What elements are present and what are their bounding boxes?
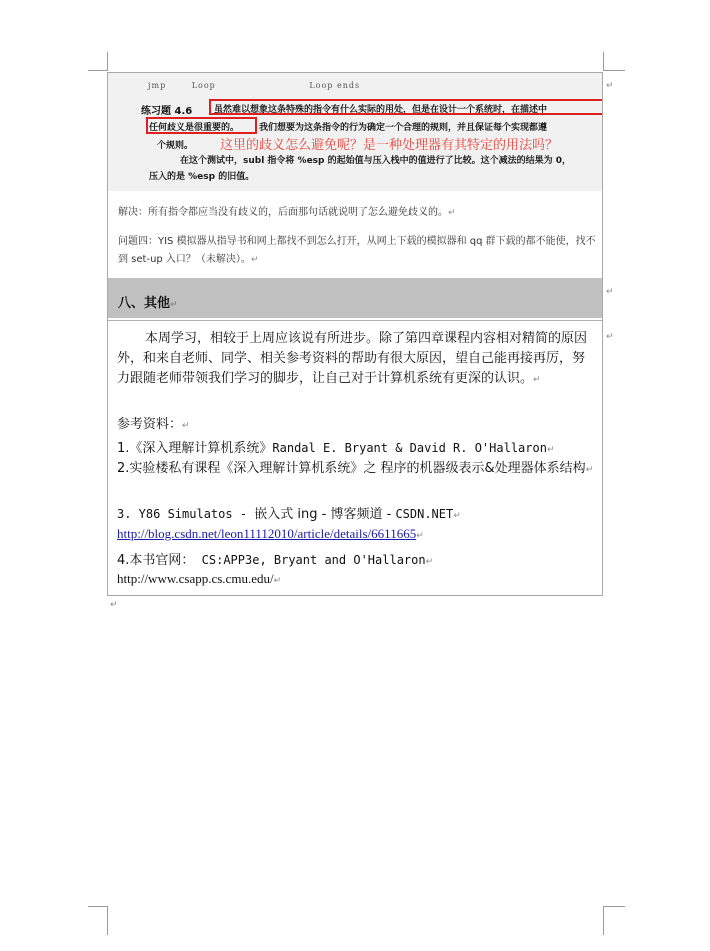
red-highlight-box (146, 117, 257, 134)
reference-item[interactable]: 1.《深入理解计算机系统》Randal E. Bryant & David R. O'Hallaron↵ (117, 441, 555, 456)
page-corner-bottom-left (88, 906, 108, 935)
scanned-book-image[interactable] (108, 73, 602, 191)
content-table[interactable] (107, 72, 603, 596)
paragraph-mark: ↵ (606, 81, 614, 91)
reference-item[interactable]: 4.本书官网： CS:APP3e, Bryant and O'Hallaron↵ (117, 553, 434, 568)
scan-line: 在这个测试中，subl 指令将 %esp 的起始值与压入栈中的值进行了比较。这个减法的结果为 0， (180, 156, 572, 166)
scan-line: 我们想要为这条指令的行为确定一个合理的规则，并且保证每个实现都遵 (259, 123, 548, 133)
paragraph-mark: ↵ (606, 332, 614, 342)
references-heading[interactable]: 参考资料：↵ (117, 417, 190, 432)
reference-link[interactable]: http://blog.csdn.net/leon11112010/article/details/6611665 (117, 526, 417, 541)
paragraph-mark: ↵ (110, 600, 118, 610)
exercise-title: 练习题 4.6 (141, 106, 193, 117)
red-annotation: 这里的歧义怎么避免呢？是一种处理器有其特定的用法吗？ (220, 138, 559, 153)
reference-link-row: http://blog.csdn.net/leon11112010/article/details/6611665↵ (117, 526, 424, 541)
section-title[interactable]: 八、其他↵ (118, 296, 178, 311)
scan-top-fragment: jmp Loop Loop ends (148, 81, 361, 90)
reference-url: http://www.csapp.cs.cmu.edu/ (117, 571, 274, 586)
summary-paragraph[interactable]: 本周学习，相较于上周应该说有所进步。除了第四章课程内容相对精简的原因外，和来自老师、同学、相关参考资料的帮助有很大原因，望自己能再接再厉，努力跟随老师带领我们学习的脚步，让自己对于计算机系统有更深的认识。↵ (117, 331, 588, 386)
reference-item[interactable]: 2.实验楼私有课程《深入理解计算机系统》之 程序的机器级表示&处理器体系结构↵ (117, 461, 594, 476)
page-corner-bottom-right (603, 906, 625, 935)
question-four-text[interactable]: 问题四：YIS 模拟器从指导书和网上都找不到怎么打开，从网上下载的模拟器和 qq 群下载的都不能使，找不到 set-up 入口？（未解决）。↵ (118, 236, 596, 265)
red-highlight-box (209, 99, 602, 115)
scan-line: 压入的是 %esp 的旧值。 (149, 172, 255, 182)
scan-line: 虽然难以想象这条特殊的指令有什么实际的用处，但是在设计一个系统时，在描述中 (214, 105, 548, 115)
divider (108, 320, 602, 321)
reference-item[interactable]: 3. Y86 Simulatos - 嵌入式 ing - 博客频道 - CSDN.NET↵ (117, 507, 461, 522)
scan-line: 个规则。 (157, 141, 194, 151)
reference-url-row[interactable]: http://www.csapp.cs.cmu.edu/↵ (117, 571, 282, 586)
scan-line-boxed: 任何歧义是很重要的。 (149, 123, 240, 133)
page-corner-top-right (603, 52, 625, 71)
solution-text[interactable]: 解决：所有指令都应当没有歧义的，后面那句话就说明了怎么避免歧义的。↵ (118, 207, 456, 218)
paragraph-mark: ↵ (606, 287, 614, 297)
section-header-band (108, 278, 602, 318)
page-corner-top-left (88, 52, 108, 71)
